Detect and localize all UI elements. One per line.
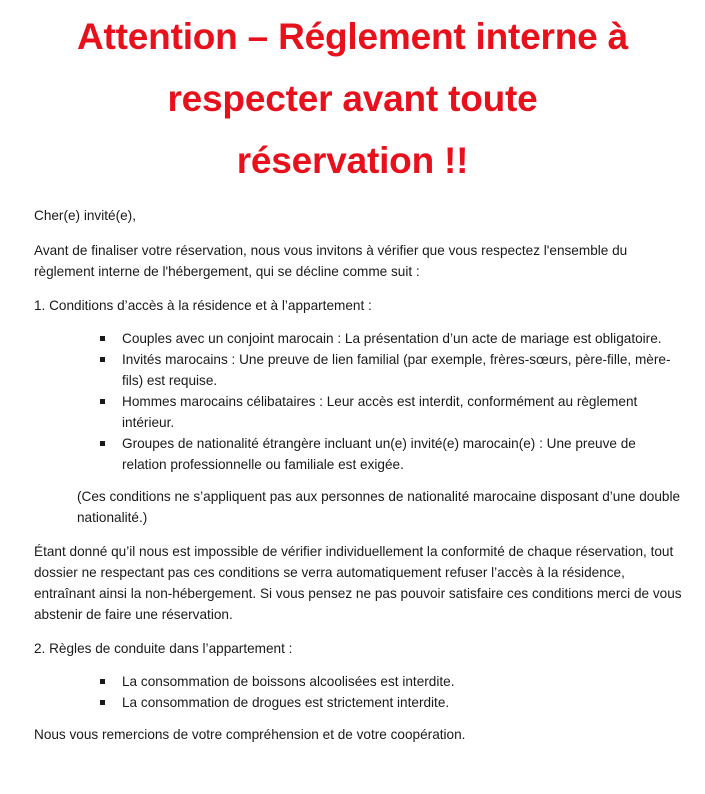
- section-1-heading: 1. Conditions d’accès à la résidence et à l’appartement :: [34, 298, 372, 313]
- nationality-note: (Ces conditions ne s’appliquent pas aux personnes de nationalité marocaine disposant d’une double nationalité.): [77, 489, 681, 525]
- list-item: [34, 349, 684, 391]
- list-item: [34, 391, 684, 433]
- list-item: [34, 692, 684, 713]
- conduct-rules-list: [34, 671, 684, 713]
- list-item: [34, 671, 684, 692]
- bullet-icon: [100, 679, 105, 684]
- page-title: [0, 6, 705, 192]
- bullet-icon: [100, 399, 105, 404]
- list-item: [34, 433, 684, 475]
- bullet-icon: [100, 441, 105, 446]
- title-line-3: réservation !!: [236, 140, 469, 181]
- intro-paragraph: Avant de finaliser votre réservation, nous vous invitons à vérifier que vous respectez l'ensemble du règlement interne de l'hébergement, qui se décline comme suit :: [34, 243, 628, 279]
- bullet-icon: [100, 357, 105, 362]
- list-item: [34, 328, 684, 349]
- list-item-text: Couples avec un conjoint marocain : La présentation d’un acte de mariage est obligatoire.: [122, 331, 662, 346]
- list-item-text: Hommes marocains célibataires : Leur accès est interdit, conformément au règlement intérieur.: [122, 394, 638, 430]
- title-line-1: Attention – Réglement interne à: [77, 16, 628, 57]
- section-2-heading: 2. Règles de conduite dans l’appartement :: [34, 641, 293, 656]
- document-body: [34, 205, 684, 745]
- bullet-icon: [100, 336, 105, 341]
- list-item-text: Invités marocains : Une preuve de lien familial (par exemple, frères-sœurs, père-fille, mère-fils) est requise.: [122, 352, 671, 388]
- title-line-2: respecter avant toute: [167, 78, 538, 119]
- warning-paragraph: Étant donné qu’il nous est impossible de vérifier individuellement la conformité de chaque réservation, tout dossier ne respectant pas ces conditions se verra automatiquement refuser l’accès à la résidence, entraînant ainsi la non-hébergement. Si vous pensez ne pas pouvoir satisfaire ces conditions merci de vous abstenir de faire une réservation.: [34, 544, 682, 622]
- greeting: Cher(e) invité(e),: [34, 208, 136, 223]
- list-item-text: La consommation de drogues est strictement interdite.: [122, 695, 450, 710]
- closing-paragraph: Nous vous remercions de votre compréhension et de votre coopération.: [34, 727, 466, 742]
- list-item-text: Groupes de nationalité étrangère incluant un(e) invité(e) marocain(e) : Une preuve de relation professionnelle ou familiale est exigée.: [122, 436, 636, 472]
- list-item-text: La consommation de boissons alcoolisées est interdite.: [122, 674, 455, 689]
- bullet-icon: [100, 700, 105, 705]
- access-conditions-list: [34, 328, 684, 475]
